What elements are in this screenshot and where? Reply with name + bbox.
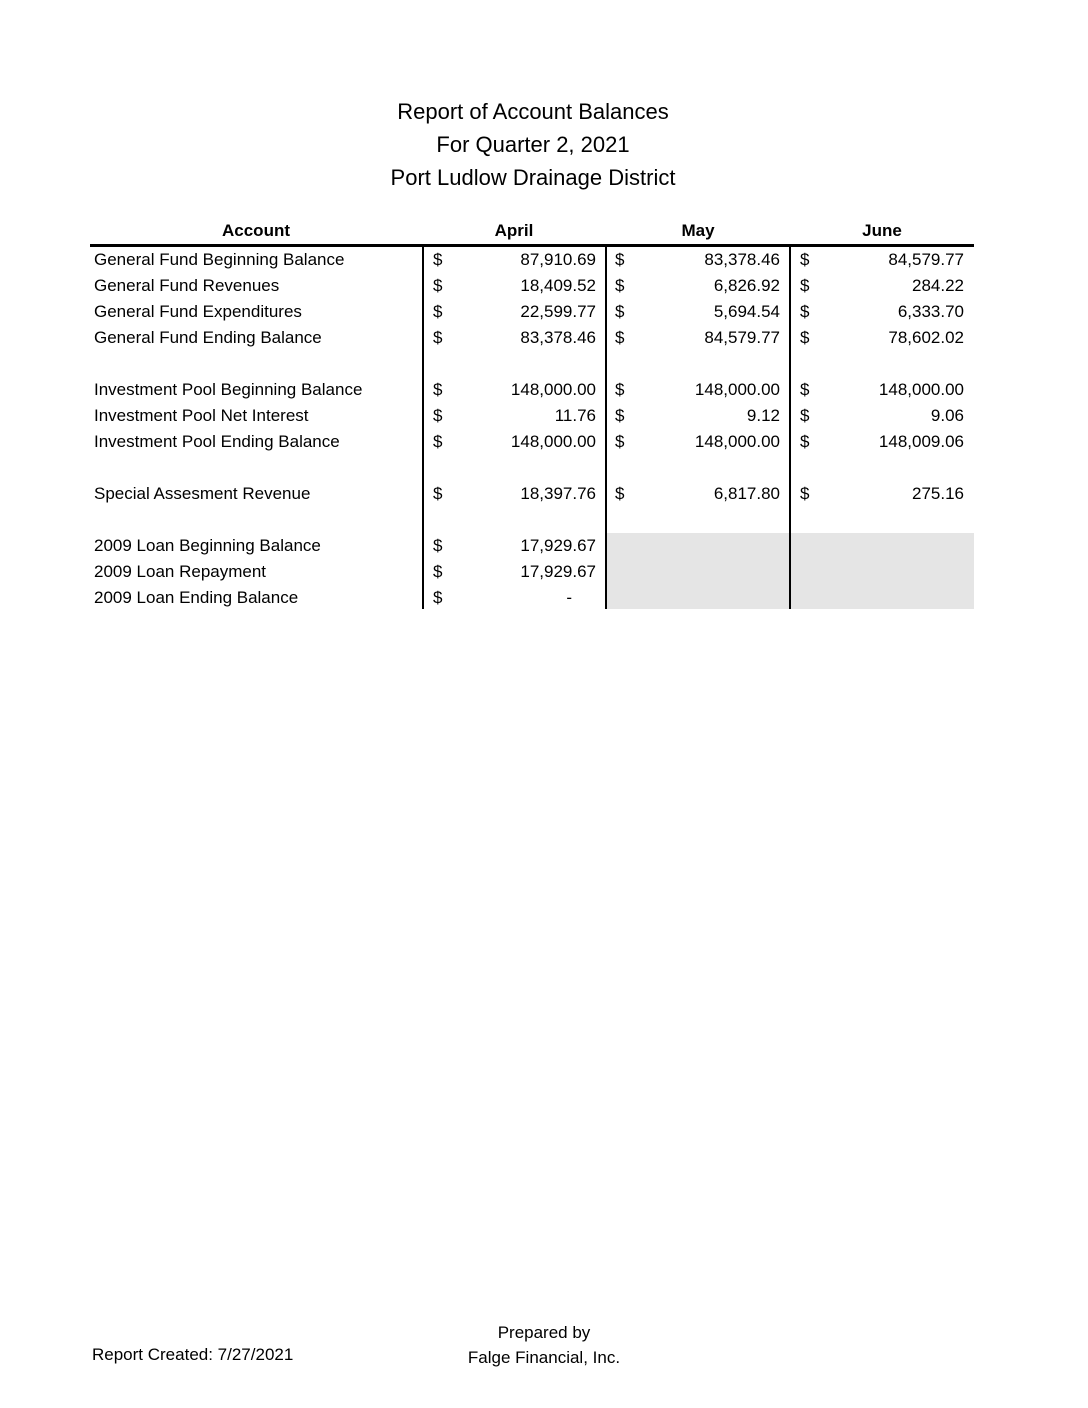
column-header-june: June [862,221,902,240]
currency-symbol: $ [615,484,625,503]
report-created-date: Report Created: 7/27/2021 [92,1345,294,1364]
table-row [90,325,974,351]
row-label: General Fund Ending Balance [94,328,322,347]
amount-april: 22,599.77 [520,302,596,321]
amount-april: 83,378.46 [520,328,596,347]
currency-symbol: $ [800,406,810,425]
amount-june: 148,009.06 [878,432,964,451]
currency-symbol: $ [615,302,625,321]
account-balances-table [90,218,974,611]
currency-symbol: $ [615,276,625,295]
amount-june: 284.22 [912,276,964,295]
currency-symbol: $ [615,328,625,347]
prepared-by-label: Prepared by [497,1323,591,1342]
row-label: 2009 Loan Beginning Balance [94,536,321,555]
amount-april: 11.76 [554,406,596,425]
table-row [90,481,974,507]
currency-symbol: $ [800,484,810,503]
row-label: Special Assesment Revenue [94,484,311,503]
amount-april: 18,397.76 [520,484,596,503]
currency-symbol: $ [433,484,443,503]
currency-symbol: $ [800,328,810,347]
currency-symbol: $ [433,380,443,399]
table-header [90,218,974,247]
table-body [90,247,974,611]
table-row [90,377,974,403]
organization-name: Port Ludlow Drainage District [390,165,676,190]
amount-june: 275.16 [912,484,964,503]
table-row [90,559,974,585]
table-row [90,247,974,273]
amount-june: 78,602.02 [888,328,964,347]
amount-april: 148,000.00 [510,432,596,451]
row-label: General Fund Revenues [94,276,280,295]
table-row [90,429,974,455]
currency-symbol: $ [615,406,625,425]
row-label: General Fund Expenditures [94,302,302,321]
amount-may: 148,000.00 [694,432,780,451]
table-row [90,299,974,325]
amount-may: 9.12 [746,406,780,425]
currency-symbol: $ [615,380,625,399]
amount-may: 84,579.77 [704,328,780,347]
row-label: Investment Pool Net Interest [94,406,309,425]
amount-may: 6,817.80 [713,484,780,503]
amount-may: 83,378.46 [704,250,780,269]
row-label: 2009 Loan Ending Balance [94,588,299,607]
row-label: Investment Pool Ending Balance [94,432,340,451]
currency-symbol: $ [800,250,810,269]
table-row [90,533,974,559]
currency-symbol: $ [433,536,443,555]
amount-june: 148,000.00 [878,380,964,399]
currency-symbol: $ [433,562,443,581]
amount-june: 84,579.77 [888,250,964,269]
currency-symbol: $ [433,276,443,295]
currency-symbol: $ [433,302,443,321]
currency-symbol: $ [433,406,443,425]
table-row [90,403,974,429]
amount-april: 17,929.67 [520,562,596,581]
amount-april: 148,000.00 [510,380,596,399]
preparer-name: Falge Financial, Inc. [467,1348,621,1367]
row-spacer [90,455,974,481]
currency-symbol: $ [433,250,443,269]
amount-june: 9.06 [930,406,964,425]
row-label: General Fund Beginning Balance [94,250,345,269]
currency-symbol: $ [615,432,625,451]
report-title: Report of Account Balances [397,99,669,124]
prepared-by-block [444,1320,644,1370]
amount-june: 6,333.70 [897,302,964,321]
currency-symbol: $ [800,302,810,321]
amount-april: - [566,588,572,607]
currency-symbol: $ [433,328,443,347]
amount-april: 18,409.52 [520,276,596,295]
report-title-block [0,95,1066,194]
column-header-account: Account [222,221,290,240]
currency-symbol: $ [433,432,443,451]
amount-may: 148,000.00 [694,380,780,399]
currency-symbol: $ [615,250,625,269]
amount-april: 17,929.67 [520,536,596,555]
currency-symbol: $ [800,380,810,399]
currency-symbol: $ [800,432,810,451]
table-row [90,585,974,611]
column-header-april: April [494,221,534,240]
row-spacer [90,507,974,533]
amount-april: 87,910.69 [520,250,596,269]
row-label: 2009 Loan Repayment [94,562,267,581]
column-header-may: May [681,221,715,240]
report-period: For Quarter 2, 2021 [436,132,630,157]
table-row [90,273,974,299]
row-label: Investment Pool Beginning Balance [94,380,363,399]
currency-symbol: $ [800,276,810,295]
amount-may: 6,826.92 [713,276,780,295]
row-spacer [90,351,974,377]
currency-symbol: $ [433,588,443,607]
amount-may: 5,694.54 [713,302,780,321]
